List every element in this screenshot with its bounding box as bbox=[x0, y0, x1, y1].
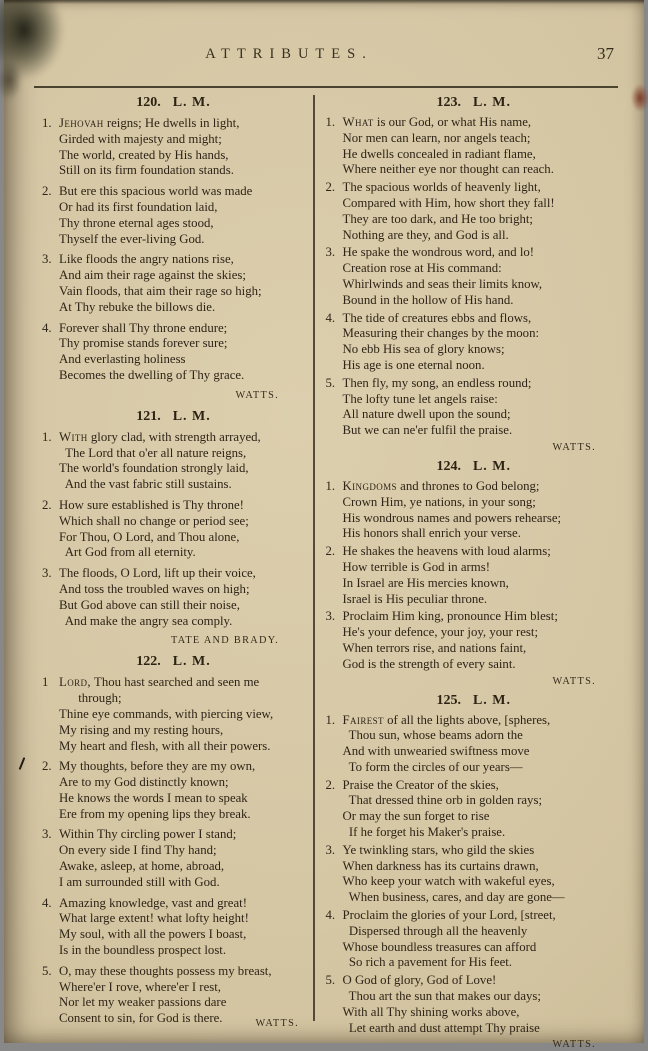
verse-line: But we can ne'er fulfil the praise. bbox=[343, 423, 623, 439]
hymn-attribution: TATE AND BRADY. bbox=[42, 634, 305, 647]
hymn-section bbox=[326, 458, 623, 688]
verse-line: The Lord that o'er all nature reigns, bbox=[59, 446, 305, 462]
verse-line: They are too dark, and He too bright; bbox=[343, 212, 623, 228]
header-rule bbox=[34, 86, 618, 88]
verse-line: How terrible is God in arms! bbox=[343, 560, 623, 576]
verse-line: Like floods the angry nations rise, bbox=[59, 252, 305, 268]
verse-number: 2. bbox=[42, 498, 59, 561]
verse-line: That dressed thine orb in golden rays; bbox=[343, 793, 623, 809]
hymn-attribution: WATTS. bbox=[326, 675, 623, 688]
verse-lines bbox=[59, 321, 305, 384]
verse-line: Whirlwinds and seas their limits know, bbox=[343, 277, 623, 293]
hymn-title bbox=[42, 408, 305, 426]
hymn-meter: L. M. bbox=[173, 95, 211, 110]
verse-lines bbox=[343, 843, 623, 906]
verse-lines bbox=[343, 180, 623, 243]
verse-line: Ye twinkling stars, who gild the skies bbox=[343, 843, 623, 859]
hymn-section bbox=[326, 94, 623, 454]
verse-line: Thy throne eternal ages stood, bbox=[59, 216, 305, 232]
verse-lines bbox=[59, 430, 305, 493]
verse-line: So rich a pavement for His feet. bbox=[343, 955, 623, 971]
verse-line: Which shall no change or period see; bbox=[59, 514, 305, 530]
verse-line: Jehovah reigns; He dwells in light, bbox=[59, 116, 305, 132]
verse-line: When terrors rise, and nations faint, bbox=[343, 641, 623, 657]
hymn-number: 121. bbox=[136, 409, 161, 424]
verse-number: 5. bbox=[42, 964, 59, 1027]
verse-line: And toss the troubled waves on high; bbox=[59, 582, 305, 598]
hymn-section bbox=[42, 653, 305, 1030]
verse-line: Crown Him, ye nations, in your song; bbox=[343, 495, 623, 511]
verse-line: Still on its firm foundation stands. bbox=[59, 163, 305, 179]
hymn-verse bbox=[326, 713, 623, 776]
verse-number: 1. bbox=[42, 430, 59, 493]
verse-line: Where neither eye nor thought can reach. bbox=[343, 162, 623, 178]
verse-lines bbox=[343, 376, 623, 439]
hymn-verse bbox=[42, 498, 305, 561]
verse-line: Girded with majesty and might; bbox=[59, 132, 305, 148]
verse-number: 2. bbox=[326, 180, 343, 243]
hymn-meter: L. M. bbox=[173, 409, 211, 424]
verse-number: 5. bbox=[326, 973, 343, 1036]
verse-lines bbox=[343, 908, 623, 971]
verse-line: At Thy rebuke the billows die. bbox=[59, 300, 305, 316]
hymn-number: 125. bbox=[436, 693, 461, 708]
hymn-attribution: WATTS. bbox=[42, 1017, 305, 1030]
verse-line: Dispersed through all the heavenly bbox=[343, 924, 623, 940]
lead-word: Lord, bbox=[59, 675, 91, 689]
verse-line: Where'er I rove, where'er I rest, bbox=[59, 980, 305, 996]
hymnal-page bbox=[4, 0, 644, 1043]
verse-number: 3. bbox=[326, 843, 343, 906]
verse-line: Amazing knowledge, vast and great! bbox=[59, 896, 305, 912]
verse-number: 2. bbox=[42, 759, 59, 822]
verse-line: In Israel are His mercies known, bbox=[343, 576, 623, 592]
verse-line: Israel is His peculiar throne. bbox=[343, 592, 623, 608]
verse-line: Becomes the dwelling of Thy grace. bbox=[59, 368, 305, 384]
verse-lines bbox=[59, 827, 305, 890]
red-stain-right-edge bbox=[631, 84, 648, 112]
stray-pen-mark bbox=[19, 757, 26, 770]
verse-line: And with unwearied swiftness move bbox=[343, 744, 623, 760]
verse-line: Thy promise stands forever sure; bbox=[59, 336, 305, 352]
verse-line: Or had its first foundation laid, bbox=[59, 200, 305, 216]
verse-line: But God above can still their noise, bbox=[59, 598, 305, 614]
lead-word: Kingdoms bbox=[343, 479, 397, 493]
hymn-section bbox=[42, 94, 305, 402]
text-columns bbox=[42, 93, 622, 1043]
verse-line: He dwells concealed in radiant flame, bbox=[343, 147, 623, 163]
verse-number: 1. bbox=[326, 115, 343, 178]
verse-line: Nor men can learn, nor angels teach; bbox=[343, 131, 623, 147]
verse-line: Within Thy circling power I stand; bbox=[59, 827, 305, 843]
lead-word: Fairest bbox=[343, 713, 384, 727]
verse-lines bbox=[59, 675, 305, 754]
verse-line: Compared with Him, how short they fall! bbox=[343, 196, 623, 212]
verse-line: My soul, with all the powers I boast, bbox=[59, 927, 305, 943]
hymn-number: 120. bbox=[136, 95, 161, 110]
verse-line: All nature dwell upon the sound; bbox=[343, 407, 623, 423]
verse-line: through; bbox=[59, 691, 305, 707]
verse-number: 2. bbox=[326, 778, 343, 841]
hymn-verse bbox=[326, 973, 623, 1036]
hymn-title bbox=[326, 692, 623, 710]
verse-line: Thou art the sun that makes our days; bbox=[343, 989, 623, 1005]
verse-lines bbox=[343, 973, 623, 1036]
lead-word: Jehovah bbox=[59, 116, 104, 130]
verse-line: The spacious worlds of heavenly light, bbox=[343, 180, 623, 196]
verse-number: 3. bbox=[326, 609, 343, 672]
hymn-meter: L. M. bbox=[473, 95, 511, 110]
verse-lines bbox=[343, 713, 623, 776]
hymn-verse bbox=[42, 321, 305, 384]
verse-line: The world, created by His hands, bbox=[59, 148, 305, 164]
verse-number: 1. bbox=[326, 479, 343, 542]
verse-line: Proclaim Him king, pronounce Him blest; bbox=[343, 609, 623, 625]
verse-number: 3. bbox=[42, 827, 59, 890]
verse-lines bbox=[343, 609, 623, 672]
hymn-verse bbox=[42, 252, 305, 315]
verse-number: 4. bbox=[326, 908, 343, 971]
verse-line: When business, cares, and day are gone— bbox=[343, 890, 623, 906]
hymn-verse bbox=[42, 827, 305, 890]
verse-line: My rising and my resting hours, bbox=[59, 723, 305, 739]
verse-line: What large extent! what lofty height! bbox=[59, 911, 305, 927]
verse-line: Ere from my opening lips they break. bbox=[59, 807, 305, 823]
verse-line: Measuring their changes by the moon: bbox=[343, 326, 623, 342]
verse-line: Kingdoms and thrones to God belong; bbox=[343, 479, 623, 495]
verse-line: Fairest of all the lights above, [spheres, bbox=[343, 713, 623, 729]
hymn-section bbox=[326, 692, 623, 1051]
verse-lines bbox=[59, 116, 305, 179]
hymn-number: 122. bbox=[136, 654, 161, 669]
verse-line: Creation rose at His command: bbox=[343, 261, 623, 277]
hymn-verse bbox=[326, 115, 623, 178]
verse-line: How sure established is Thy throne! bbox=[59, 498, 305, 514]
verse-number: 2. bbox=[326, 544, 343, 607]
hymn-number: 124. bbox=[436, 459, 461, 474]
hymn-verse bbox=[326, 544, 623, 607]
hymn-verse bbox=[42, 675, 305, 754]
verse-line: He shakes the heavens with loud alarms; bbox=[343, 544, 623, 560]
verse-lines bbox=[59, 566, 305, 629]
verse-lines bbox=[343, 544, 623, 607]
verse-line: Or may the sun forget to rise bbox=[343, 809, 623, 825]
hymn-verse bbox=[326, 609, 623, 672]
verse-line: Who keep your watch with wakeful eyes, bbox=[343, 874, 623, 890]
hymn-verse bbox=[326, 479, 623, 542]
verse-number: 1 bbox=[42, 675, 59, 754]
verse-line: I am surrounded still with God. bbox=[59, 875, 305, 891]
verse-line: On every side I find Thy hand; bbox=[59, 843, 305, 859]
hymn-number: 123. bbox=[436, 95, 461, 110]
verse-lines bbox=[343, 115, 623, 178]
hymn-verse bbox=[42, 759, 305, 822]
hymn-meter: L. M. bbox=[473, 459, 511, 474]
verse-line: Praise the Creator of the skies, bbox=[343, 778, 623, 794]
verse-line: For Thou, O Lord, and Thou alone, bbox=[59, 530, 305, 546]
verse-line: With all Thy shining works above, bbox=[343, 1005, 623, 1021]
hymn-verse bbox=[326, 376, 623, 439]
lead-word: What bbox=[343, 115, 374, 129]
hymn-meter: L. M. bbox=[473, 693, 511, 708]
hymn-attribution: WATTS. bbox=[326, 1038, 623, 1051]
page-header bbox=[4, 46, 644, 72]
hymn-verse bbox=[42, 184, 305, 247]
verse-number: 4. bbox=[326, 311, 343, 374]
verse-number: 3. bbox=[42, 252, 59, 315]
verse-number: 3. bbox=[42, 566, 59, 629]
verse-line: Lord, Thou hast searched and seen me bbox=[59, 675, 305, 691]
page-number: 37 bbox=[597, 44, 614, 64]
verse-line: He's your defence, your joy, your rest; bbox=[343, 625, 623, 641]
verse-line: Are to my God distinctly known; bbox=[59, 775, 305, 791]
hymn-verse bbox=[42, 116, 305, 179]
verse-line: God is the strength of every saint. bbox=[343, 657, 623, 673]
verse-line: His wondrous names and powers rehearse; bbox=[343, 511, 623, 527]
verse-line: Vain floods, that aim their rage so high; bbox=[59, 284, 305, 300]
verse-line: Thou sun, whose beams adorn the bbox=[343, 728, 623, 744]
verse-line: And aim their rage against the skies; bbox=[59, 268, 305, 284]
verse-line: O, may these thoughts possess my breast, bbox=[59, 964, 305, 980]
hymn-meter: L. M. bbox=[173, 654, 211, 669]
hymn-verse bbox=[42, 430, 305, 493]
verse-line: If he forget his Maker's praise. bbox=[343, 825, 623, 841]
verse-line: Then fly, my song, an endless round; bbox=[343, 376, 623, 392]
verse-line: Forever shall Thy throne endure; bbox=[59, 321, 305, 337]
verse-line: What is our God, or what His name, bbox=[343, 115, 623, 131]
verse-line: Thine eye commands, with piercing view, bbox=[59, 707, 305, 723]
hymn-verse bbox=[42, 566, 305, 629]
text-column-right bbox=[315, 93, 623, 1043]
verse-line: And make the angry sea comply. bbox=[59, 614, 305, 630]
verse-lines bbox=[343, 245, 623, 308]
verse-lines bbox=[343, 311, 623, 374]
verse-lines bbox=[343, 479, 623, 542]
hymn-verse bbox=[326, 245, 623, 308]
verse-line: The lofty tune let angels raise: bbox=[343, 392, 623, 408]
verse-line: The tide of creatures ebbs and flows, bbox=[343, 311, 623, 327]
hymn-title bbox=[42, 653, 305, 671]
verse-line: He spake the wondrous word, and lo! bbox=[343, 245, 623, 261]
verse-line: O God of glory, God of Love! bbox=[343, 973, 623, 989]
hymn-title bbox=[326, 458, 623, 476]
verse-number: 4. bbox=[42, 896, 59, 959]
verse-line: Thyself the ever-living God. bbox=[59, 232, 305, 248]
verse-line: Art God from all eternity. bbox=[59, 545, 305, 561]
verse-number: 3. bbox=[326, 245, 343, 308]
hymn-verse bbox=[326, 908, 623, 971]
verse-line: His honors shall enrich your verse. bbox=[343, 526, 623, 542]
verse-line: My thoughts, before they are my own, bbox=[59, 759, 305, 775]
verse-line: Consent to sin, for God is there. bbox=[59, 1011, 305, 1027]
verse-number: 1. bbox=[326, 713, 343, 776]
hymn-verse bbox=[326, 843, 623, 906]
verse-number: 1. bbox=[42, 116, 59, 179]
verse-line: He knows the words I mean to speak bbox=[59, 791, 305, 807]
verse-line: No ebb His sea of glory knows; bbox=[343, 342, 623, 358]
hymn-section bbox=[42, 408, 305, 648]
verse-lines bbox=[59, 759, 305, 822]
verse-line: Awake, asleep, at home, abroad, bbox=[59, 859, 305, 875]
verse-line: To form the circles of our years— bbox=[343, 760, 623, 776]
verse-line: Bound in the hollow of His hand. bbox=[343, 293, 623, 309]
verse-lines bbox=[59, 896, 305, 959]
verse-line: Proclaim the glories of your Lord, [street, bbox=[343, 908, 623, 924]
hymn-verse bbox=[42, 896, 305, 959]
verse-line: My heart and flesh, with all their powers. bbox=[59, 739, 305, 755]
verse-lines bbox=[343, 778, 623, 841]
hymn-title bbox=[326, 94, 623, 112]
verse-line: Is in the boundless prospect lost. bbox=[59, 943, 305, 959]
hymn-verse bbox=[326, 311, 623, 374]
verse-line: His age is one eternal noon. bbox=[343, 358, 623, 374]
verse-line: Nothing are they, and God is all. bbox=[343, 228, 623, 244]
text-column-left bbox=[42, 93, 313, 1043]
verse-lines bbox=[59, 498, 305, 561]
verse-number: 2. bbox=[42, 184, 59, 247]
hymn-attribution: WATTS. bbox=[42, 389, 305, 402]
verse-line: Let earth and dust attempt Thy praise bbox=[343, 1021, 623, 1037]
hymn-title bbox=[42, 94, 305, 112]
verse-line: But ere this spacious world was made bbox=[59, 184, 305, 200]
hymn-attribution: WATTS. bbox=[326, 441, 623, 454]
hymn-verse bbox=[326, 180, 623, 243]
verse-line: Whose boundless treasures can afford bbox=[343, 940, 623, 956]
verse-line: The world's foundation strongly laid, bbox=[59, 461, 305, 477]
hymn-verse bbox=[326, 778, 623, 841]
verse-line: And everlasting holiness bbox=[59, 352, 305, 368]
verse-line: The floods, O Lord, lift up their voice, bbox=[59, 566, 305, 582]
lead-word: With bbox=[59, 430, 88, 444]
verse-line: With glory clad, with strength arrayed, bbox=[59, 430, 305, 446]
verse-lines bbox=[59, 252, 305, 315]
verse-number: 4. bbox=[42, 321, 59, 384]
verse-line: And the vast fabric still sustains. bbox=[59, 477, 305, 493]
verse-lines bbox=[59, 184, 305, 247]
page-top-edge-shadow bbox=[4, 0, 644, 4]
section-title: ATTRIBUTES. bbox=[4, 46, 574, 63]
verse-line: Nor let my weaker passions dare bbox=[59, 995, 305, 1011]
verse-line: When darkness has its curtains drawn, bbox=[343, 859, 623, 875]
verse-number: 5. bbox=[326, 376, 343, 439]
